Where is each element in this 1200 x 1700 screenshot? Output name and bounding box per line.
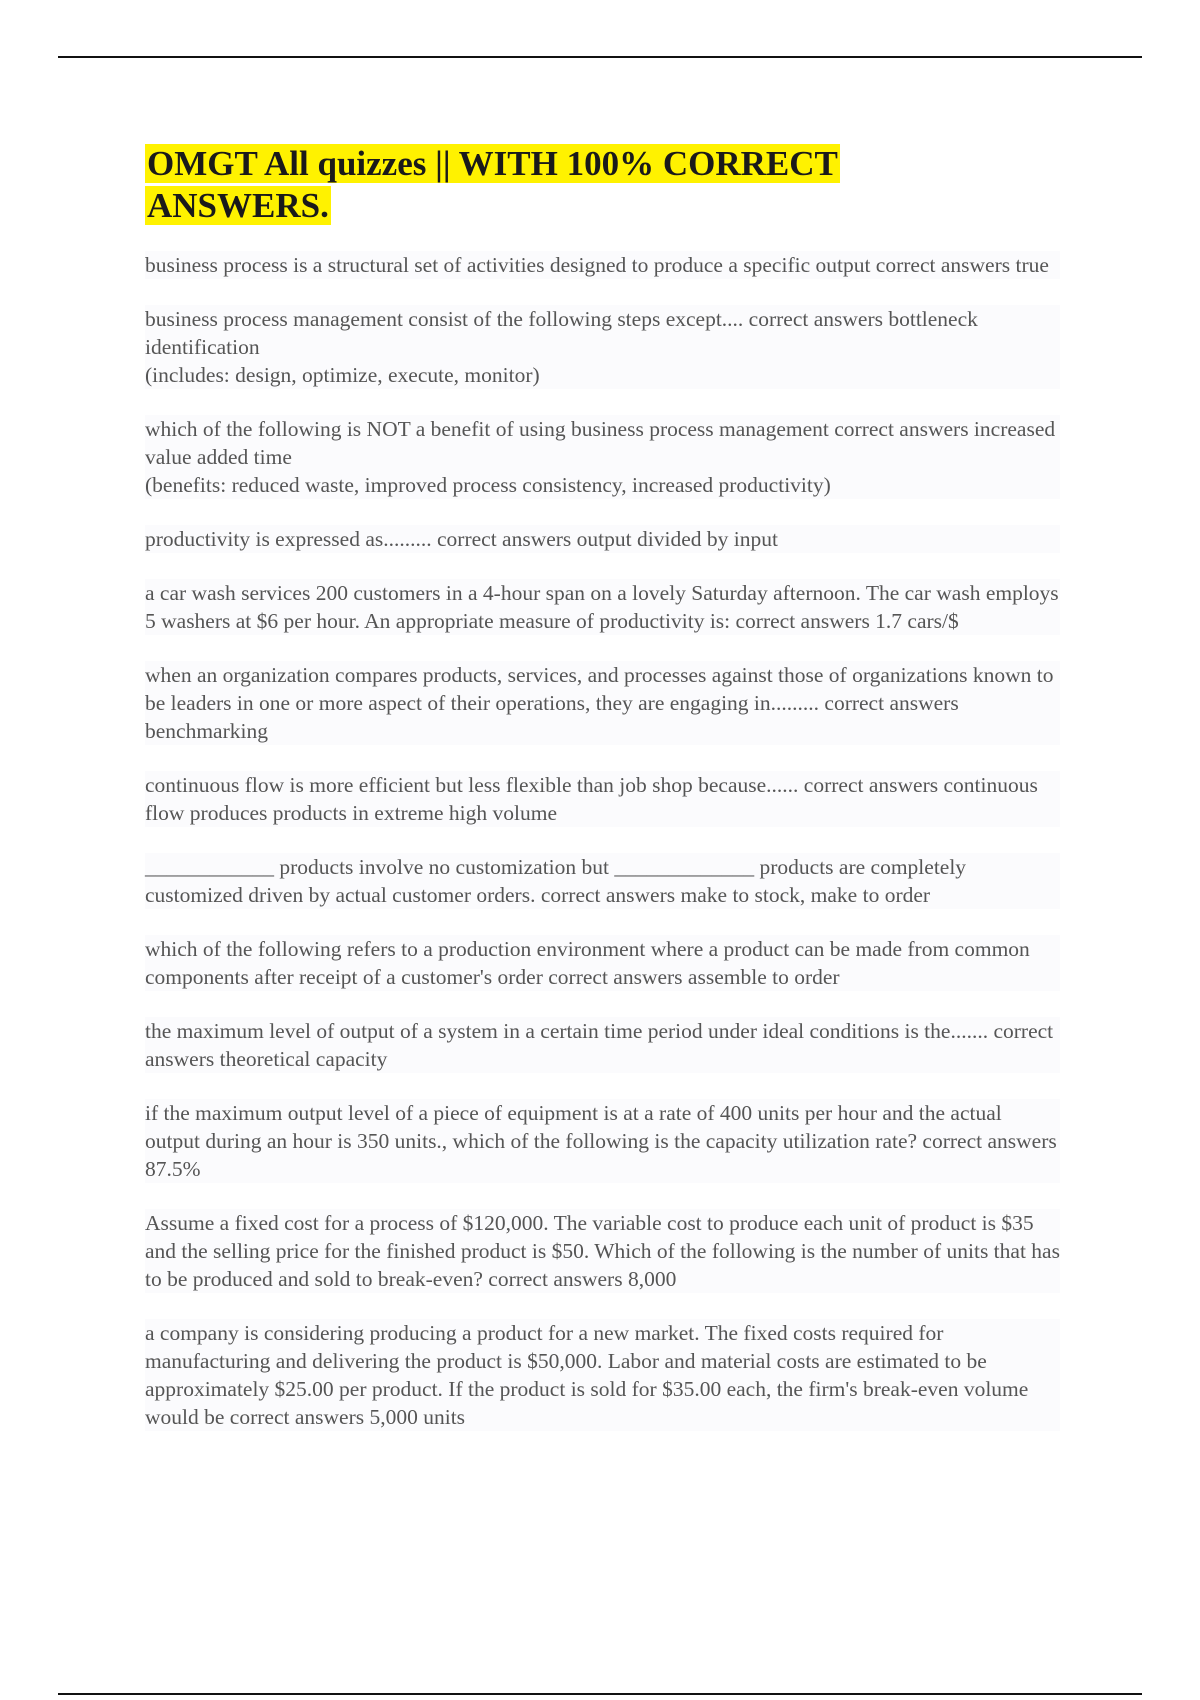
qa-item-1: business process is a structural set of activities designed to produce a specific output correct answers true	[145, 251, 1060, 279]
document-body	[145, 143, 1060, 1457]
document-title	[145, 143, 885, 227]
qa-item-8: ____________ products involve no customization but _____________ products are completely customized driven by actual customer orders. correct answers make to stock, make to order	[145, 853, 1060, 909]
qa-item-7: continuous flow is more efficient but less flexible than job shop because...... correct answers continuous flow produces products in extreme high volume	[145, 771, 1060, 827]
qa-item-2: business process management consist of the following steps except.... correct answers bottleneck identification (includes: design, optimize, execute, monitor)	[145, 305, 1060, 389]
qa-item-10: the maximum level of output of a system in a certain time period under ideal conditions is the....... correct answers theoretical capacity	[145, 1017, 1060, 1073]
qa-item-3: which of the following is NOT a benefit of using business process management correct answers increased value added time (benefits: reduced waste, improved process consistency, increased productivity)	[145, 415, 1060, 499]
qa-item-9: which of the following refers to a production environment where a product can be made from common components after receipt of a customer's order correct answers assemble to order	[145, 935, 1060, 991]
qa-item-12: Assume a fixed cost for a process of $120,000. The variable cost to produce each unit of product is $35 and the selling price for the finished product is $50. Which of the following is the number of units that has to be produced and sold to break-even? correct answers 8,000	[145, 1211, 1060, 1291]
top-rule	[58, 56, 1142, 58]
title-highlight: OMGT All quizzes || WITH 100% CORRECT ANSWERS.	[147, 144, 838, 225]
qa-item-11: if the maximum output level of a piece of equipment is at a rate of 400 units per hour and the actual output during an hour is 350 units., which of the following is the capacity utilization rate? correct answers 87.5%	[145, 1099, 1060, 1183]
qa-item-13: a company is considering producing a product for a new market. The fixed costs required for manufacturing and delivering the product is $50,000. Labor and material costs are estimated to be approximately $25.00 per product. If the product is sold for $35.00 each, the firm's break-even volume would be correct answers 5,000 units	[145, 1319, 1060, 1431]
qa-item-5: a car wash services 200 customers in a 4-hour span on a lovely Saturday afternoon. The car wash employs 5 washers at $6 per hour. An appropriate measure of productivity is: correct answers 1.7 cars/$	[145, 581, 1059, 633]
qa-item-4: productivity is expressed as......... correct answers output divided by input	[145, 525, 1060, 553]
bottom-rule	[58, 1693, 1142, 1695]
qa-item-6: when an organization compares products, services, and processes against those of organizations known to be leaders in one or more aspect of their operations, they are engaging in......... correct answers benchmarking	[145, 661, 1060, 745]
